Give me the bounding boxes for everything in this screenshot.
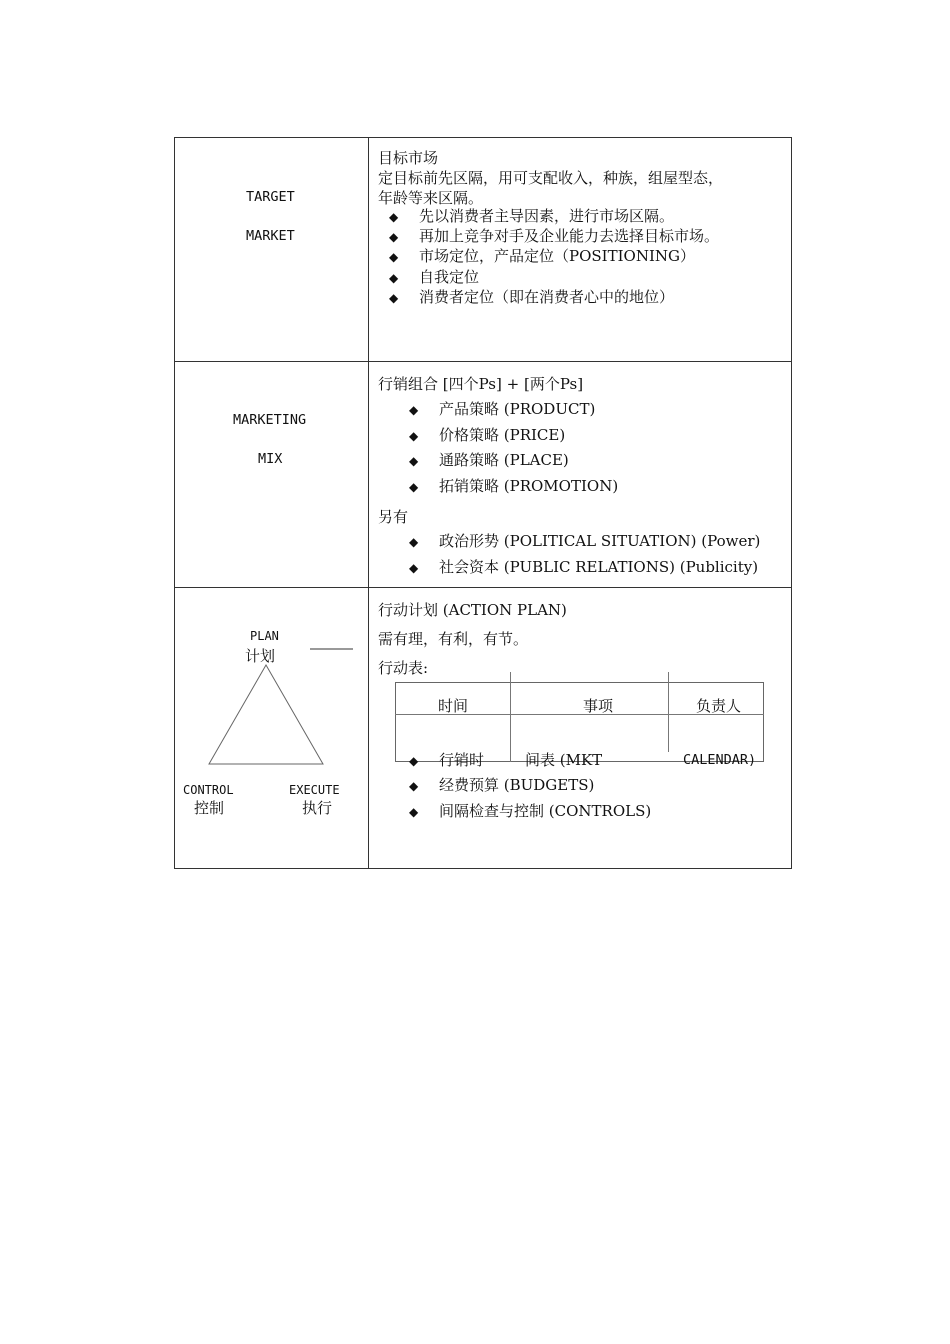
plan-cycle-diagram bbox=[195, 640, 365, 780]
bullet-diamond-icon: ◆ bbox=[409, 561, 419, 575]
diagram-control-zh: 控制 bbox=[194, 799, 225, 817]
bullet-diamond-icon: ◆ bbox=[389, 250, 399, 264]
body-text: 需有理，有利，有节。 bbox=[378, 630, 529, 648]
bullet-diamond-icon: ◆ bbox=[409, 403, 419, 417]
section-heading: 目标市场 bbox=[378, 149, 439, 167]
row-label-target: TARGET bbox=[246, 189, 295, 205]
body-text: 行动表: bbox=[378, 659, 429, 677]
diagram-execute-en: EXECUTE bbox=[289, 783, 340, 797]
bullet-diamond-icon: ◆ bbox=[389, 230, 399, 244]
list-item: 间隔检查与控制 (CONTROLS) bbox=[439, 802, 652, 820]
triangle-shape bbox=[209, 665, 323, 764]
list-item: 价格策略 (PRICE) bbox=[439, 426, 566, 444]
diagram-execute-zh: 执行 bbox=[302, 799, 333, 817]
list-item: 产品策略 (PRODUCT) bbox=[439, 400, 596, 418]
bullet-diamond-icon: ◆ bbox=[409, 429, 419, 443]
bullet-diamond-icon: ◆ bbox=[389, 291, 399, 305]
list-item: 行销时 bbox=[439, 751, 485, 769]
bullet-diamond-icon: ◆ bbox=[389, 271, 399, 285]
section-heading: 行销组合 [四个Ps] + [两个Ps] bbox=[378, 375, 584, 393]
row-label-market: MARKET bbox=[246, 228, 295, 244]
diagram-plan-zh: 计划 bbox=[245, 647, 276, 665]
bullet-diamond-icon: ◆ bbox=[409, 454, 419, 468]
also-label: 另有 bbox=[378, 508, 409, 526]
bullet-diamond-icon: ◆ bbox=[409, 480, 419, 494]
list-item: 通路策略 (PLACE) bbox=[439, 451, 569, 469]
diagram-plan-en: PLAN bbox=[250, 629, 279, 643]
list-item: 自我定位 bbox=[419, 268, 480, 286]
list-item: 再加上竞争对手及企业能力去选择目标市场。 bbox=[419, 227, 720, 245]
list-item: 市场定位，产品定位（POSITIONING） bbox=[419, 247, 695, 265]
schedule-column-divider bbox=[510, 672, 511, 762]
schedule-header-item: 事项 bbox=[583, 697, 614, 715]
column-divider bbox=[368, 138, 369, 868]
list-item: 经费预算 (BUDGETS) bbox=[439, 776, 595, 794]
list-item: 社会资本 (PUBLIC RELATIONS) (Publicity) bbox=[439, 558, 759, 576]
list-item: 拓销策略 (PROMOTION) bbox=[439, 477, 619, 495]
bullet-diamond-icon: ◆ bbox=[389, 210, 399, 224]
list-item: 间表 (MKT bbox=[525, 751, 603, 769]
bullet-diamond-icon: ◆ bbox=[409, 535, 419, 549]
intro-text: 年龄等来区隔。 bbox=[378, 189, 484, 207]
section-heading: 行动计划 (ACTION PLAN) bbox=[378, 601, 567, 619]
list-item: 消费者定位（即在消费者心中的地位） bbox=[419, 288, 675, 306]
list-item: 政治形势 (POLITICAL SITUATION) (Power) bbox=[439, 532, 761, 550]
list-item: CALENDAR) bbox=[683, 752, 757, 768]
schedule-header-owner: 负责人 bbox=[696, 697, 742, 715]
schedule-header-time: 时间 bbox=[438, 697, 469, 715]
row-divider bbox=[175, 587, 791, 588]
list-item: 先以消费者主导因素，进行市场区隔。 bbox=[419, 207, 675, 225]
schedule-column-divider bbox=[668, 672, 669, 752]
bullet-diamond-icon: ◆ bbox=[409, 805, 419, 819]
bullet-diamond-icon: ◆ bbox=[409, 779, 419, 793]
row-label-mix: MIX bbox=[258, 451, 283, 467]
row-divider bbox=[175, 361, 791, 362]
bullet-diamond-icon: ◆ bbox=[409, 754, 419, 768]
row-label-marketing: MARKETING bbox=[233, 412, 307, 428]
intro-text: 定目标前先区隔，用可支配收入，种族，组屋型态， bbox=[378, 169, 724, 187]
diagram-control-en: CONTROL bbox=[183, 783, 234, 797]
